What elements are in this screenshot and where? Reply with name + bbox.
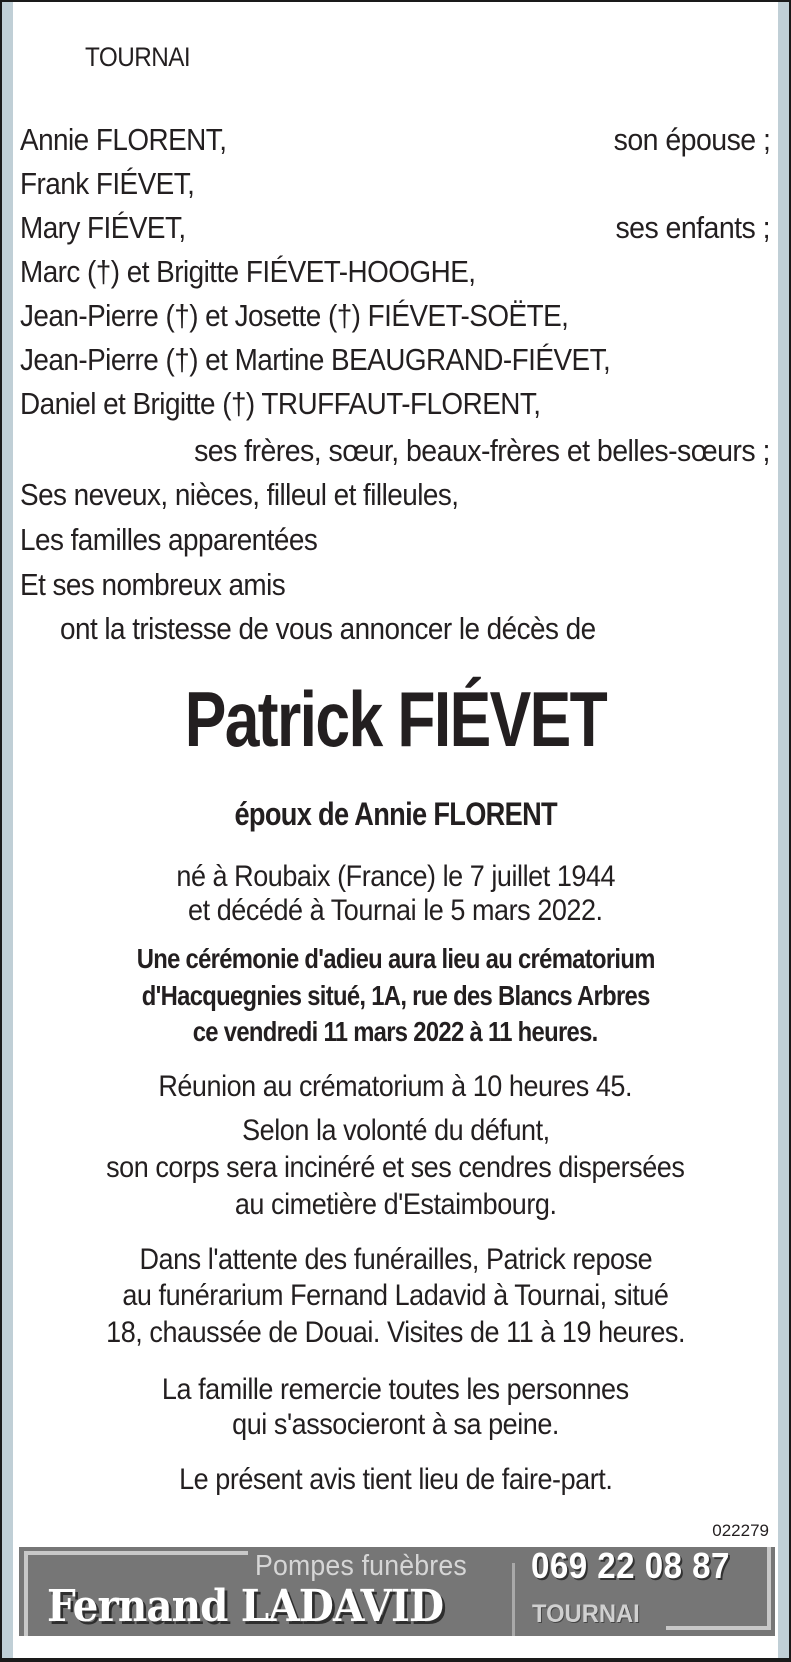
banner-city: TOURNAI (532, 1600, 640, 1628)
left-side-bar (2, 2, 13, 1658)
phone-number: 069 22 08 87 (531, 1545, 730, 1586)
banner-divider (512, 1563, 515, 1636)
right-side-bar (778, 2, 789, 1658)
wishes-line: son corps sera incinéré et ses cendres dispersées (106, 1151, 685, 1184)
thanks-line: qui s'associeront à sa peine. (232, 1408, 559, 1441)
ceremony-line: d'Hacquegnies situé, 1A, rue des Blancs Arbres (141, 980, 650, 1011)
birth-line: né à Roubaix (France) le 7 juillet 1944 (176, 860, 615, 893)
visitation-line: au funérarium Fernand Ladavid à Tournai, situé (122, 1279, 669, 1312)
family-line: Ses neveux, nièces, filleul et filleules, (20, 477, 459, 512)
family-line: Frank FIÉVET, (20, 166, 195, 201)
ceremony-line: ce vendredi 11 mars 2022 à 11 heures. (193, 1016, 598, 1047)
siblings-role: ses frères, sœur, beaux-frères et belles-sœurs ; (194, 433, 770, 468)
frame-line-left (24, 1551, 28, 1636)
family-line: Mary FIÉVET, (20, 210, 186, 245)
family-line: Les familles apparentées (20, 522, 318, 557)
family-line: Et ses nombreux amis (20, 567, 286, 602)
family-role: ses enfants ; (615, 210, 770, 245)
family-line: Jean-Pierre (†) et Josette (†) FIÉVET-SOËTE, (20, 298, 569, 333)
funeral-home-subtitle: Pompes funèbres (255, 1550, 467, 1582)
death-line: et décédé à Tournai le 5 mars 2022. (188, 894, 603, 927)
announcement-line: ont la tristesse de vous annoncer le décès de (60, 611, 596, 646)
funeral-home-brand: Fernand LADAVID (47, 1581, 444, 1632)
meeting-line: Réunion au crématorium à 10 heures 45. (158, 1070, 633, 1103)
visitation-line: 18, chaussée de Douai. Visites de 11 à 19 heures. (106, 1316, 685, 1349)
reference-number: 022279 (712, 1521, 769, 1540)
deceased-name: Patrick FIÉVET (184, 675, 607, 763)
notice-line: Le présent avis tient lieu de faire-part. (178, 1463, 613, 1496)
frame-line-right (767, 1547, 771, 1630)
visitation-line: Dans l'attente des funérailles, Patrick repose (139, 1243, 652, 1276)
wishes-line: Selon la volonté du défunt, (241, 1114, 550, 1147)
ceremony-line: Une cérémonie d'adieu aura lieu au crématorium (136, 943, 655, 974)
family-line: Annie FLORENT, (20, 122, 227, 157)
family-role: son épouse ; (613, 122, 770, 157)
spouse-line: époux de Annie FLORENT (234, 796, 557, 832)
family-line: Jean-Pierre (†) et Martine BEAUGRAND-FIÉVET, (20, 342, 611, 377)
frame-line-top (24, 1551, 248, 1555)
city-header: TOURNAI (85, 42, 191, 72)
family-line: Marc (†) et Brigitte FIÉVET-HOOGHE, (20, 254, 476, 289)
thanks-line: La famille remercie toutes les personnes (162, 1373, 629, 1406)
frame-line-bottom (666, 1626, 771, 1630)
family-line: Daniel et Brigitte (†) TRUFFAUT-FLORENT, (20, 386, 541, 421)
wishes-line: au cimetière d'Estaimbourg. (234, 1188, 557, 1221)
funeral-home-banner (19, 1547, 775, 1636)
